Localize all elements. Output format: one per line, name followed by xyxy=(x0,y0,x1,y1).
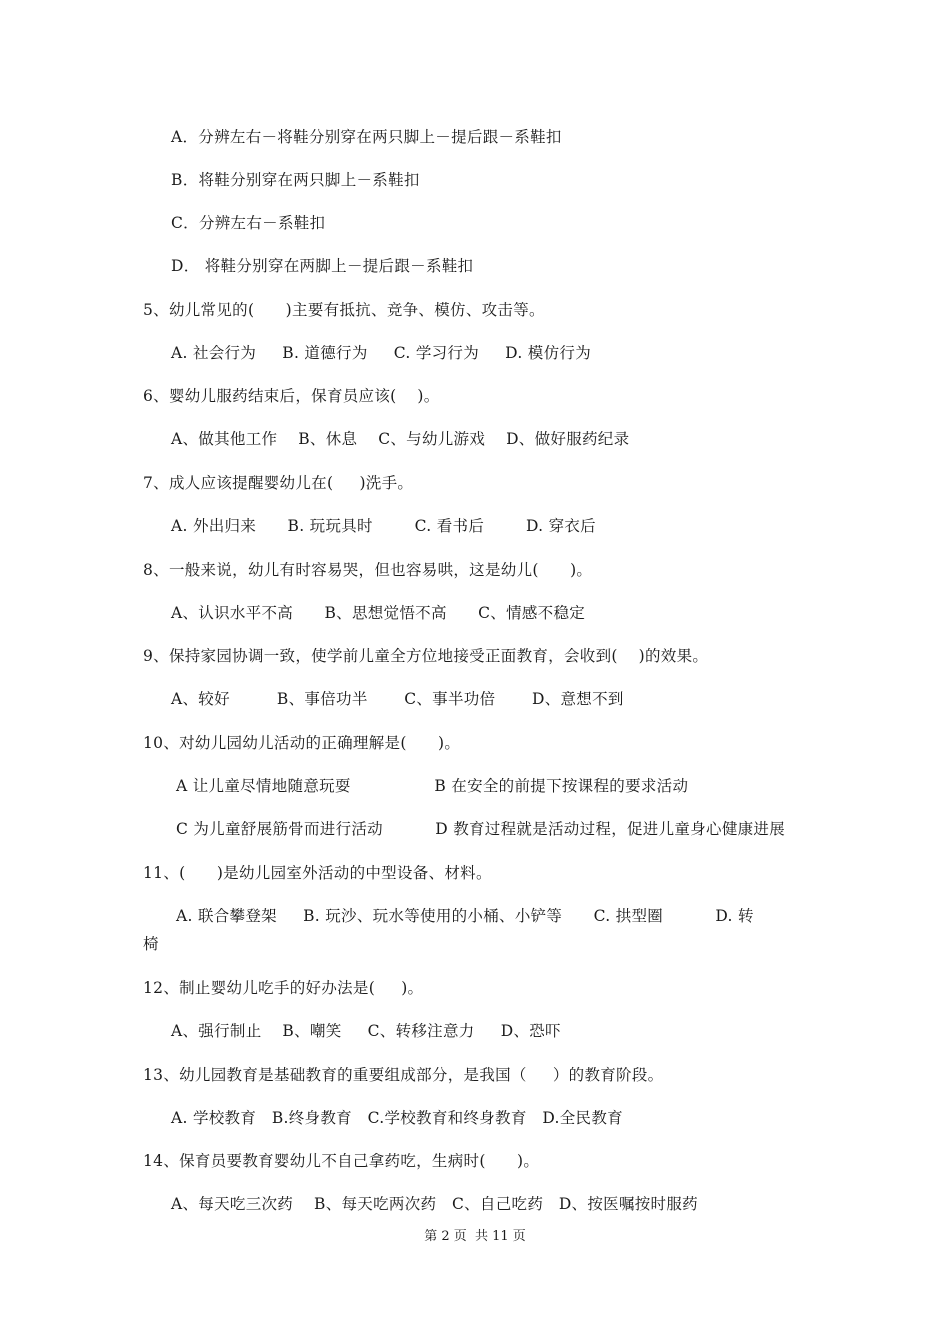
q10-stem: 10、对幼儿园幼儿活动的正确理解是( )。 xyxy=(143,734,461,752)
q13-stem: 13、幼儿园教育是基础教育的重要组成部分，是我国（ ）的教育阶段。 xyxy=(143,1066,664,1084)
q11-options-line1: A. 联合攀登架 B. 玩沙、玩水等使用的小桶、小铲等 C. 拱型圈 D. 转 xyxy=(176,907,754,925)
q12-options: A、强行制止 B、嘲笑 C、转移注意力 D、恐吓 xyxy=(171,1022,561,1040)
q7-options: A. 外出归来 B. 玩玩具时 C. 看书后 D. 穿衣后 xyxy=(171,517,596,535)
q10-options-row2: C 为儿童舒展筋骨而进行活动 D 教育过程就是活动过程，促进儿童身心健康进展 xyxy=(176,820,786,838)
q4-option-c: C．分辨左右－系鞋扣 xyxy=(171,214,326,232)
q14-stem: 14、保育员要教育婴幼儿不自己拿药吃，生病时( )。 xyxy=(143,1152,540,1170)
q4-option-d: D． 将鞋分别穿在两脚上－提后跟－系鞋扣 xyxy=(171,257,474,275)
q9-stem: 9、保持家园协调一致，使学前儿童全方位地接受正面教育，会收到( )的效果。 xyxy=(143,647,709,665)
q11-options-line2: 椅 xyxy=(143,935,159,953)
q6-options: A、做其他工作 B、休息 C、与幼儿游戏 D、做好服药纪录 xyxy=(171,430,630,448)
q8-stem: 8、一般来说，幼儿有时容易哭，但也容易哄，这是幼儿( )。 xyxy=(143,561,593,579)
q9-options: A、较好 B、事倍功半 C、事半功倍 D、意想不到 xyxy=(171,690,624,708)
q5-options: A. 社会行为 B. 道德行为 C. 学习行为 D. 模仿行为 xyxy=(171,344,591,362)
q14-options: A、每天吃三次药 B、每天吃两次药 C、自己吃药 D、按医嘱按时服药 xyxy=(171,1195,698,1213)
page-footer: 第 2 页 共 11 页 xyxy=(424,1229,526,1244)
q8-options: A、认识水平不高 B、思想觉悟不高 C、情感不稳定 xyxy=(171,604,586,622)
q5-stem: 5、幼儿常见的( )主要有抵抗、竞争、模仿、攻击等。 xyxy=(143,301,545,319)
q7-stem: 7、成人应该提醒婴幼儿在( )洗手。 xyxy=(143,474,414,492)
q11-stem: 11、( )是幼儿园室外活动的中型设备、材料。 xyxy=(143,864,492,882)
q4-option-a: A．分辨左右－将鞋分别穿在两只脚上－提后跟－系鞋扣 xyxy=(171,128,562,146)
q12-stem: 12、制止婴幼儿吃手的好办法是( )。 xyxy=(143,979,424,997)
q4-option-b: B．将鞋分别穿在两只脚上－系鞋扣 xyxy=(171,171,420,189)
q6-stem: 6、婴幼儿服药结束后，保育员应该( )。 xyxy=(143,387,440,405)
q13-options: A. 学校教育 B.终身教育 C.学校教育和终身教育 D.全民教育 xyxy=(171,1109,623,1127)
q10-options-row1: A 让儿童尽情地随意玩耍 B 在安全的前提下按课程的要求活动 xyxy=(176,777,689,795)
